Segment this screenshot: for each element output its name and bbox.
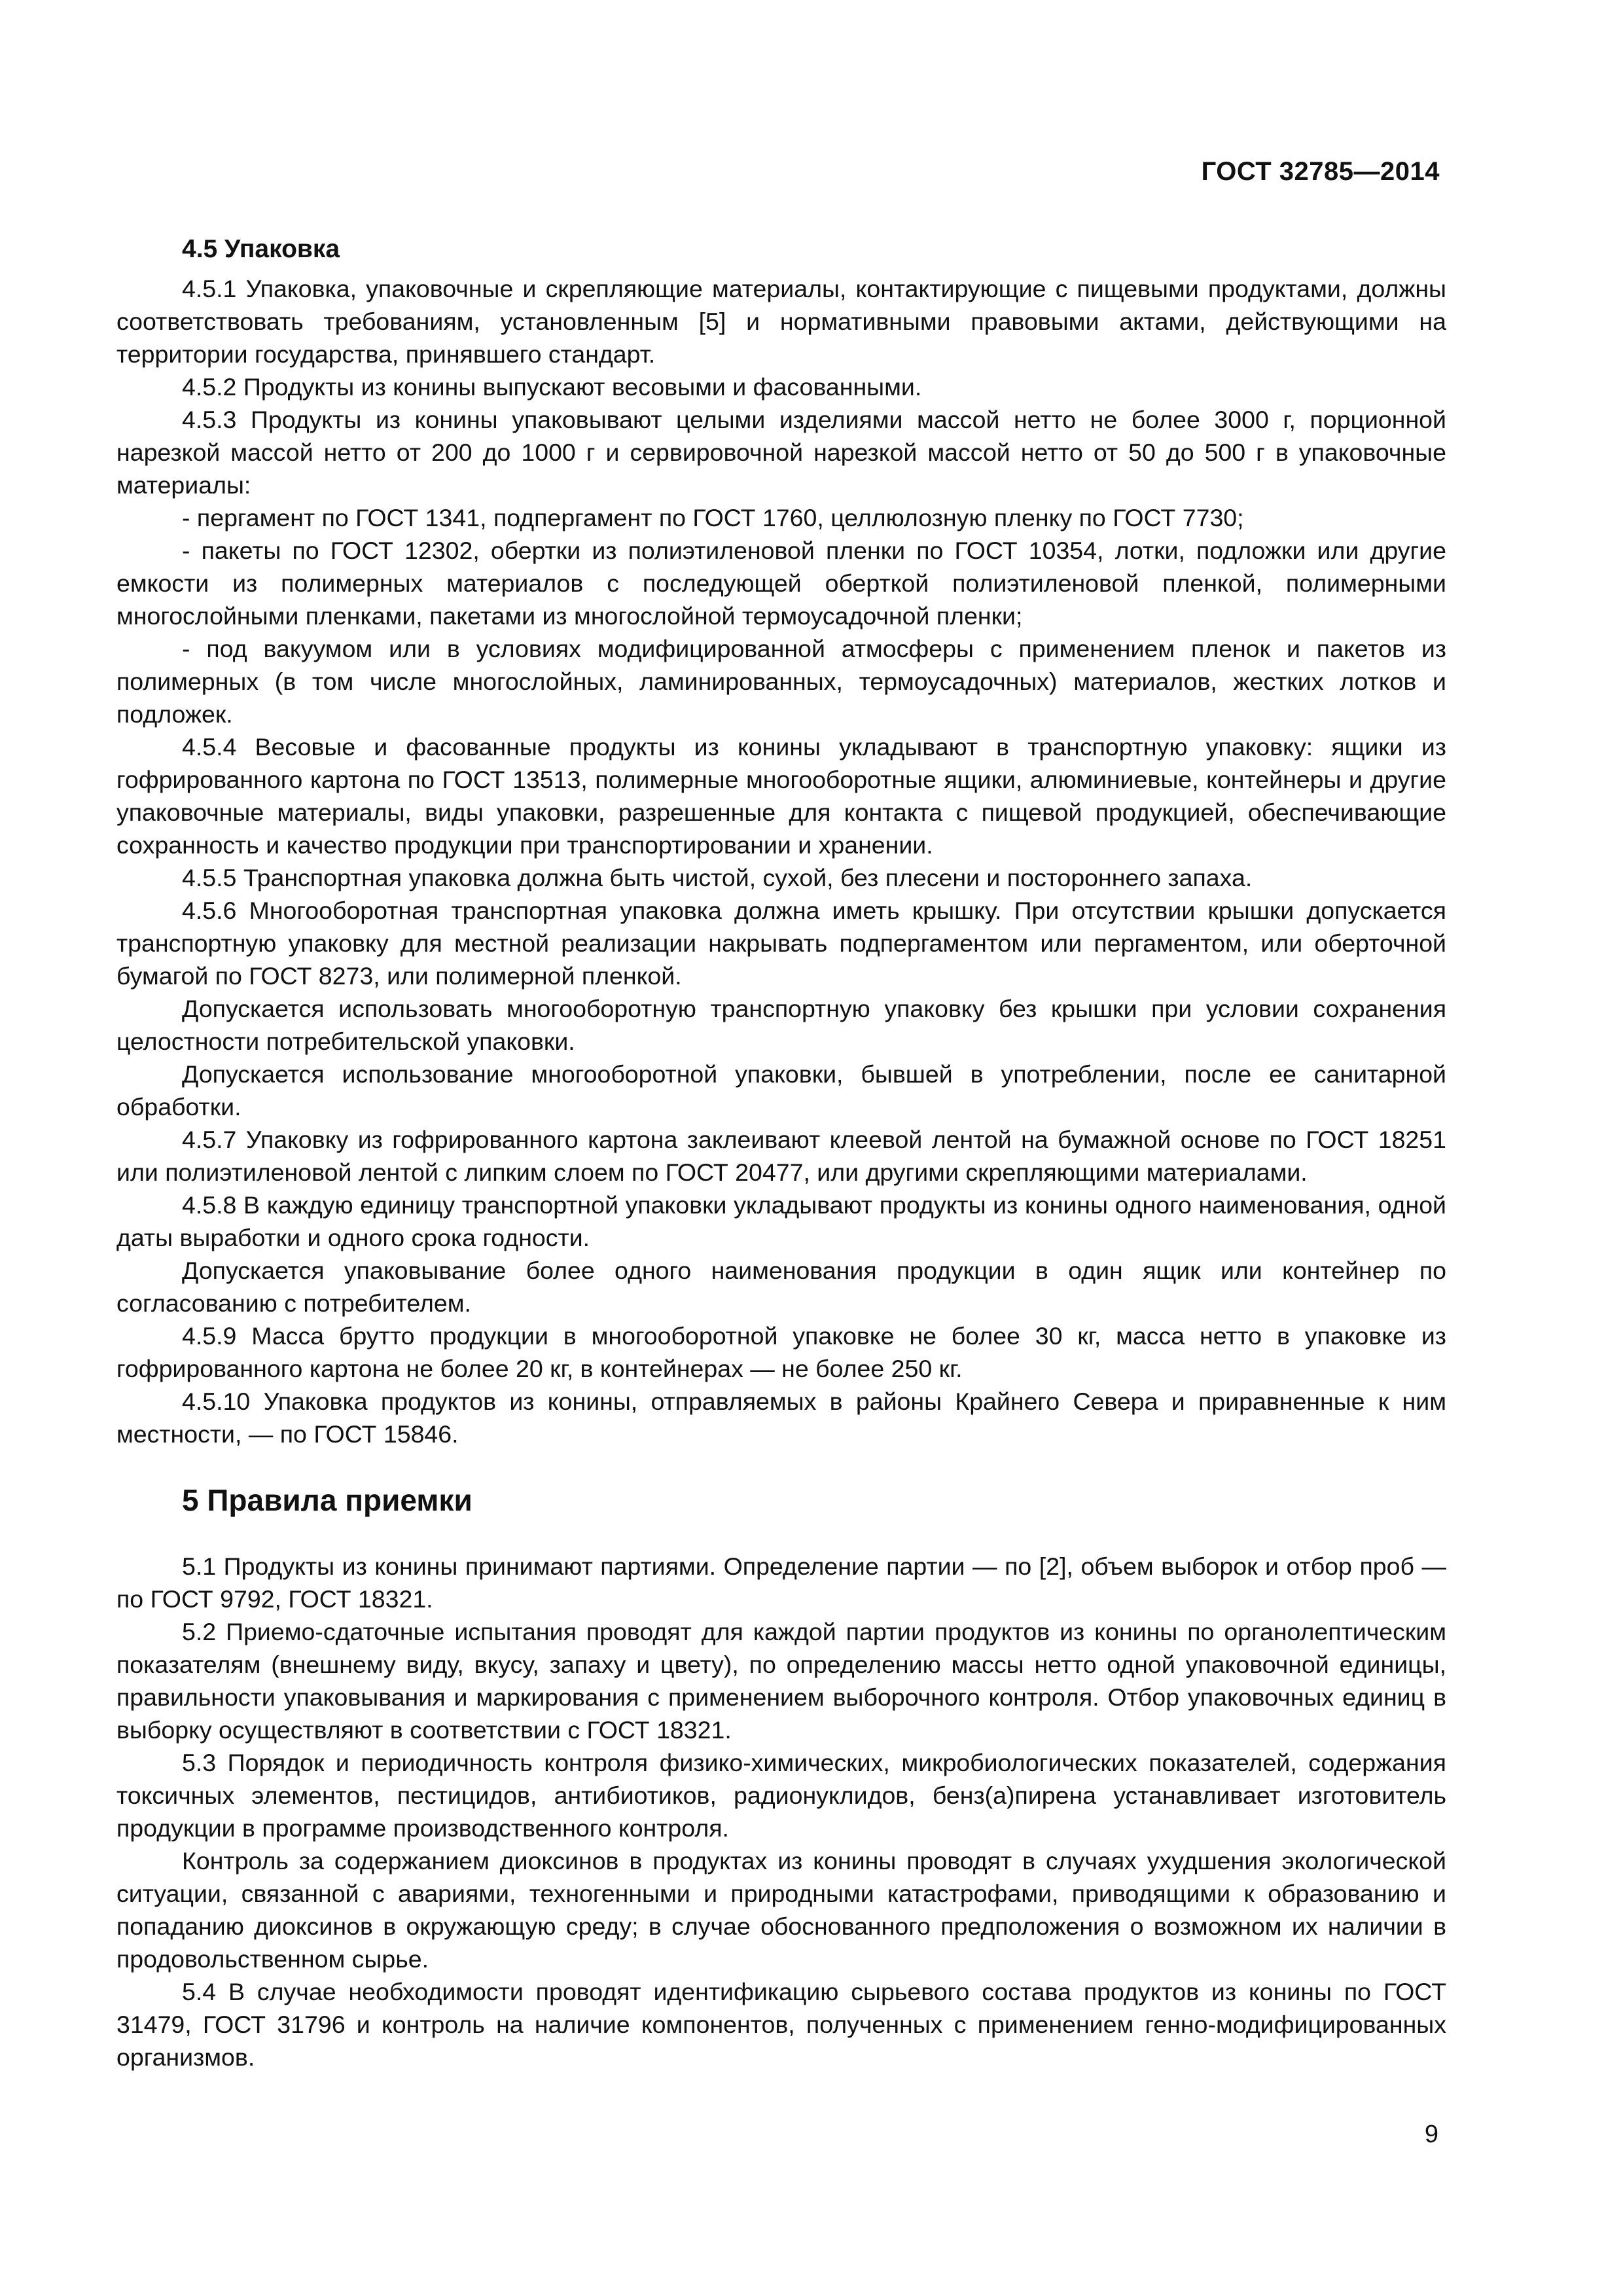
document-body <box>116 229 1446 2073</box>
paragraph-4-5-10: 4.5.10 Упаковка продуктов из конины, отправляемых в районы Крайнего Севера и приравненные к ним местности, — по ГОСТ 15846. <box>116 1388 1446 1448</box>
paragraph-5-2: 5.2 Приемо-сдаточные испытания проводят для каждой партии продуктов из конины по органолептическим показателям (внешнему виду, вкусу, запаху и цвету), по определению массы нетто одной упаковочной единицы, правильности упаковывания и маркирования с применением выборочного контроля. Отбор упаковочных единиц в выборку осуществляют в соответствии с ГОСТ 18321. <box>116 1618 1446 1744</box>
paragraph-4-5-2: 4.5.2 Продукты из конины выпускают весовыми и фасованными. <box>182 373 922 401</box>
list-item-parchment: - пергамент по ГОСТ 1341, подпергамент по ГОСТ 1760, целлюлозную пленку по ГОСТ 7730; <box>182 504 1244 531</box>
paragraph-5-1: 5.1 Продукты из конины принимают партиями. Определение партии — по [2], объем выборок и отбор проб — по ГОСТ 9792, ГОСТ 18321. <box>116 1552 1446 1613</box>
paragraph-5-3-dioxins: Контроль за содержанием диоксинов в продуктах из конины проводят в случаях ухудшения экологической ситуации, связанной с авариями, техногенными и природными катастрофами, приводящими к образованию и попаданию диоксинов в окружающую среду; в случае обоснованного предположения о возможном их наличии в продовольственном сырье. <box>116 1847 1446 1973</box>
paragraph-4-5-6-note-1: Допускается использовать многооборотную транспортную упаковку без крышки при условии сохранения целостности потребительской упаковки. <box>116 995 1446 1055</box>
paragraph-4-5-8: 4.5.8 В каждую единицу транспортной упаковки укладывают продукты из конины одного наименования, одной даты выработки и одного срока годности. <box>116 1191 1446 1251</box>
paragraph-4-5-6: 4.5.6 Многооборотная транспортная упаковка должна иметь крышку. При отсутствии крышки допускается транспортную упаковку для местной реализации накрывать подпергаментом или пергаментом, или оберточной бумагой по ГОСТ 8273, или полимерной пленкой. <box>116 897 1446 990</box>
paragraph-4-5-8-note: Допускается упаковывание более одного наименования продукции в один ящик или контейнер по согласованию с потребителем. <box>116 1257 1446 1317</box>
paragraph-5-3: 5.3 Порядок и периодичность контроля физико-химических, микробиологических показателей, содержания токсичных элементов, пестицидов, антибиотиков, радионуклидов, бенз(а)пирена устанавливает изготовитель продукции в программе производственного контроля. <box>116 1749 1446 1842</box>
list-item-vacuum: - под вакуумом или в условиях модифицированной атмосферы с применением пленок и пакетов из полимерных (в том числе многослойных, ламинированных, термоусадочных) материалов, жестких лотков и подложек. <box>116 635 1446 728</box>
list-item-bags: - пакеты по ГОСТ 12302, обертки из полиэтиленовой пленки по ГОСТ 10354, лотки, подложки или другие емкости из полимерных материалов с последующей оберткой полиэтиленовой пленкой, полимерными многослойными пленками, пакетами из многослойной термоусадочной пленки; <box>116 537 1446 630</box>
section-4-5-heading: 4.5 Упаковка <box>182 235 340 263</box>
standard-number-header: ГОСТ 32785—2014 <box>1201 157 1440 186</box>
paragraph-4-5-6-note-2: Допускается использование многооборотной упаковки, бывшей в употреблении, после ее санитарной обработки. <box>116 1060 1446 1121</box>
section-5-heading: 5 Правила приемки <box>182 1483 473 1517</box>
paragraph-4-5-1: 4.5.1 Упаковка, упаковочные и скрепляющие материалы, контактирующие с пищевыми продуктами, должны соответствовать требованиям, установленным [5] и нормативными правовыми актами, действующими на территории государства, принявшего стандарт. <box>116 275 1446 368</box>
paragraph-4-5-9: 4.5.9 Масса брутто продукции в многооборотной упаковке не более 30 кг, масса нетто в упаковке из гофрированного картона не более 20 кг, в контейнерах — не более 250 кг. <box>116 1322 1446 1382</box>
paragraph-4-5-5: 4.5.5 Транспортная упаковка должна быть чистой, сухой, без плесени и постороннего запаха. <box>182 864 1253 891</box>
paragraph-5-4: 5.4 В случае необходимости проводят идентификацию сырьевого состава продуктов из конины по ГОСТ 31479, ГОСТ 31796 и контроль на наличие компонентов, полученных с применением генно-модифицированных организмов. <box>116 1978 1446 2071</box>
paragraph-4-5-7: 4.5.7 Упаковку из гофрированного картона заклеивают клеевой лентой на бумажной основе по ГОСТ 18251 или полиэтиленовой лентой с липким слоем по ГОСТ 20477, или другими скрепляющими материалами. <box>116 1126 1446 1186</box>
paragraph-4-5-4: 4.5.4 Весовые и фасованные продукты из конины укладывают в транспортную упаковку: ящики из гофрированного картона по ГОСТ 13513, полимерные многооборотные ящики, алюминиевые, контейнеры и другие упаковочные материалы, виды упаковки, разрешенные для контакта с пищевой продукцией, обеспечивающие сохранность и качество продукции при транспортировании и хранении. <box>116 733 1446 859</box>
paragraph-4-5-3: 4.5.3 Продукты из конины упаковывают целыми изделиями массой нетто не более 3000 г, порционной нарезкой массой нетто от 200 до 1000 г и сервировочной нарезкой массой нетто от 50 до 500 г в упаковочные материалы: <box>116 406 1446 499</box>
page-number: 9 <box>1424 2121 1438 2148</box>
